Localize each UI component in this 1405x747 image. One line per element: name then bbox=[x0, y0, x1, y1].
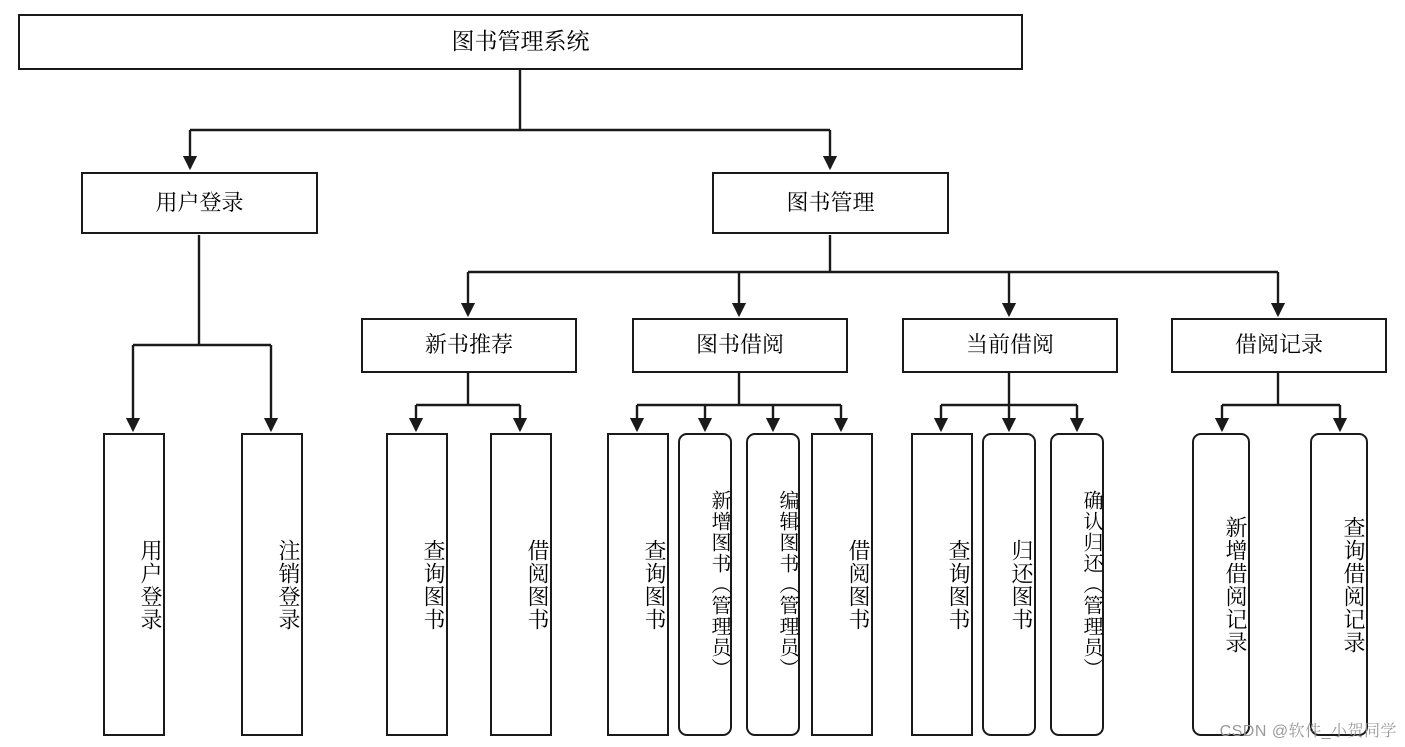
node-current-borrow-label: 当前借阅 bbox=[965, 332, 1054, 358]
node-book-borrow bbox=[632, 318, 848, 373]
node-leaf-edit-book-admin-label: 编辑图书（管理员） bbox=[776, 490, 798, 679]
node-leaf-confirm-return-admin bbox=[1050, 433, 1104, 736]
node-leaf-borrow-query-book-label: 查询图书 bbox=[642, 538, 667, 631]
node-new-book-recommend-label: 新书推荐 bbox=[424, 332, 513, 358]
node-user-login-label: 用户登录 bbox=[155, 189, 244, 215]
node-leaf-confirm-return-admin-label: 确认归还（管理员） bbox=[1080, 490, 1102, 679]
node-leaf-borrow-book bbox=[811, 433, 873, 736]
node-leaf-query-borrow-record bbox=[1310, 433, 1368, 736]
node-leaf-borrow-book-label: 借阅图书 bbox=[846, 538, 871, 631]
node-leaf-rec-borrow-book-label: 借阅图书 bbox=[525, 538, 550, 631]
node-leaf-borrow-query-book bbox=[607, 433, 669, 736]
node-borrow-record bbox=[1171, 318, 1387, 373]
node-book-management bbox=[712, 172, 949, 234]
node-leaf-cur-query-book bbox=[911, 433, 973, 736]
node-root-label: 图书管理系统 bbox=[451, 28, 590, 55]
node-leaf-rec-query-book bbox=[386, 433, 448, 736]
node-leaf-edit-book-admin bbox=[746, 433, 800, 736]
node-leaf-rec-borrow-book bbox=[490, 433, 552, 736]
node-book-borrow-label: 图书借阅 bbox=[695, 332, 784, 358]
node-leaf-rec-query-book-label: 查询图书 bbox=[421, 538, 446, 631]
node-leaf-login-user bbox=[103, 433, 165, 736]
node-borrow-record-label: 借阅记录 bbox=[1234, 332, 1323, 358]
node-current-borrow bbox=[902, 318, 1118, 373]
node-root bbox=[18, 14, 1023, 70]
node-leaf-add-book-admin bbox=[678, 433, 732, 736]
node-book-management-label: 图书管理 bbox=[786, 189, 875, 215]
node-user-login bbox=[81, 172, 318, 234]
node-leaf-add-book-admin-label: 新增图书（管理员） bbox=[708, 490, 730, 679]
node-leaf-add-borrow-record-label: 新增借阅记录 bbox=[1223, 515, 1248, 654]
watermark: CSDN @软件_小贺同学 bbox=[1219, 723, 1397, 740]
node-leaf-logout-label: 注销登录 bbox=[276, 538, 301, 631]
node-leaf-cur-query-book-label: 查询图书 bbox=[946, 538, 971, 631]
node-new-book-recommend bbox=[361, 318, 577, 373]
node-leaf-add-borrow-record bbox=[1192, 433, 1250, 736]
node-leaf-query-borrow-record-label: 查询借阅记录 bbox=[1341, 515, 1366, 654]
node-leaf-return-book-label: 归还图书 bbox=[1009, 538, 1034, 631]
node-leaf-login-user-label: 用户登录 bbox=[138, 538, 163, 631]
node-leaf-return-book bbox=[982, 433, 1036, 736]
node-leaf-logout bbox=[241, 433, 303, 736]
